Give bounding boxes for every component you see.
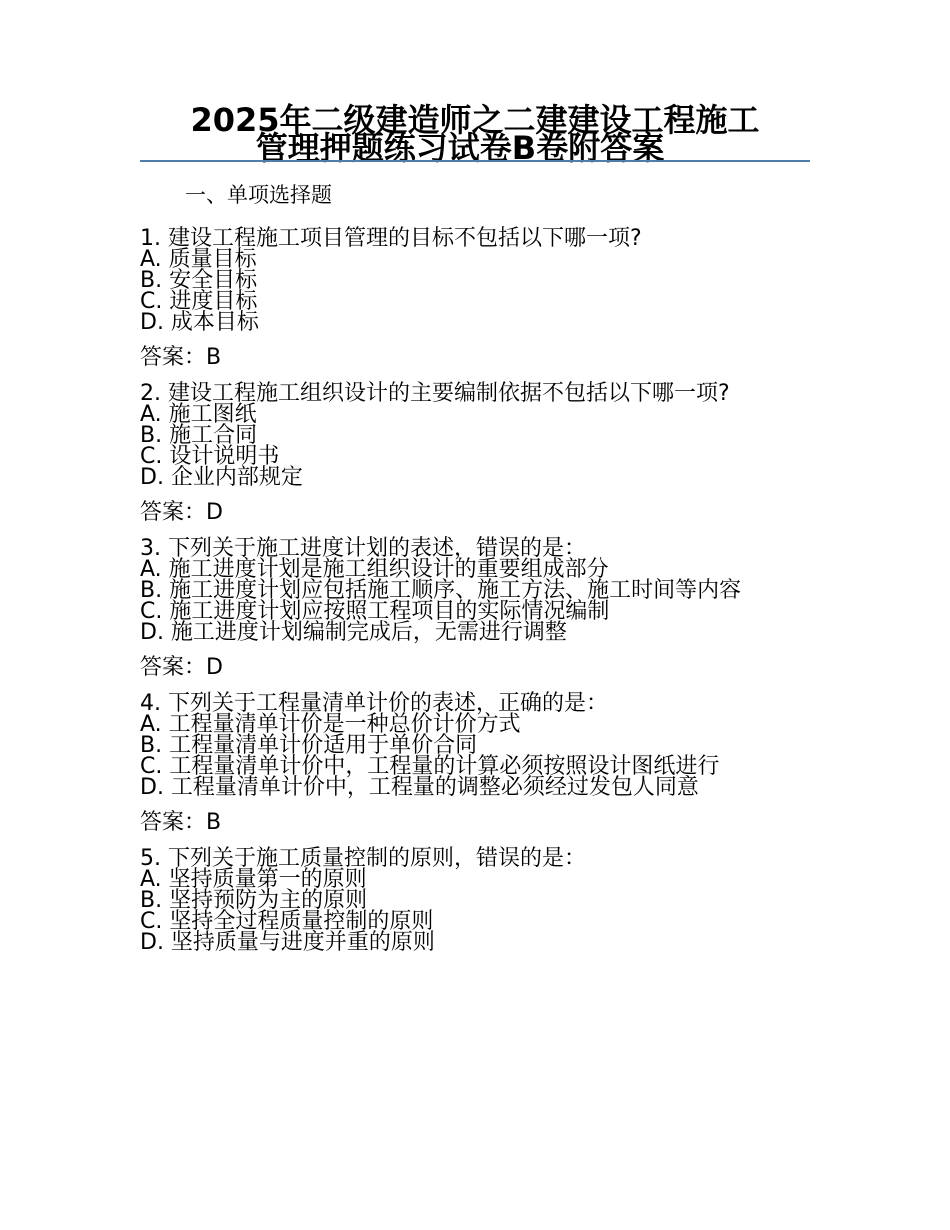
document-title-line-1: 2025年二级建造师之二建建设工程施工 (190, 101, 760, 139)
option-d: D. 坚持质量与进度并重的原则 (140, 930, 435, 955)
document-title-line-2: 管理押题练习试卷B卷附答案 (255, 129, 665, 167)
option-a: A. 施工图纸 (140, 402, 257, 427)
option-c: C. 工程量清单计价中，工程量的计算必须按照设计图纸进行 (140, 754, 720, 779)
option-a: A. 施工进度计划是施工组织设计的重要组成部分 (140, 557, 609, 582)
option-c: C. 进度目标 (140, 289, 258, 314)
option-b: B. 安全目标 (140, 268, 258, 293)
question-text: 4. 下列关于工程量清单计价的表述，正确的是： (140, 691, 608, 716)
answer: 答案：B (140, 345, 222, 370)
question-text: 2. 建设工程施工组织设计的主要编制依据不包括以下哪一项? (140, 381, 730, 406)
option-d: D. 成本目标 (140, 310, 259, 335)
document-title (140, 101, 810, 167)
option-a: A. 坚持质量第一的原则 (140, 867, 367, 892)
option-d: D. 企业内部规定 (140, 465, 303, 490)
option-a: A. 工程量清单计价是一种总价计价方式 (140, 712, 521, 737)
question-1 (140, 228, 810, 333)
option-b: B. 工程量清单计价适用于单价合同 (140, 733, 478, 758)
question-text: 5. 下列关于施工质量控制的原则，错误的是： (140, 846, 586, 871)
title-divider (140, 160, 810, 162)
question-4 (140, 693, 810, 798)
option-d: D. 施工进度计划编制完成后，无需进行调整 (140, 620, 567, 645)
option-c: C. 坚持全过程质量控制的原则 (140, 909, 434, 934)
option-a: A. 质量目标 (140, 247, 257, 272)
option-b: B. 施工进度计划应包括施工顺序、施工方法、施工时间等内容 (140, 578, 742, 603)
answer: 答案：D (140, 500, 223, 525)
option-c: C. 施工进度计划应按照工程项目的实际情况编制 (140, 599, 610, 624)
question-text: 1. 建设工程施工项目管理的目标不包括以下哪一项? (140, 226, 642, 251)
answer: 答案：B (140, 810, 222, 835)
question-5 (140, 848, 810, 953)
question-text: 3. 下列关于施工进度计划的表述，错误的是： (140, 536, 586, 561)
question-list (140, 228, 810, 965)
question-3 (140, 538, 810, 643)
section-heading: 一、单项选择题 (185, 183, 332, 207)
option-b: B. 坚持预防为主的原则 (140, 888, 368, 913)
question-2 (140, 383, 810, 488)
option-c: C. 设计说明书 (140, 444, 280, 469)
option-b: B. 施工合同 (140, 423, 258, 448)
answer: 答案：D (140, 655, 223, 680)
option-d: D. 工程量清单计价中，工程量的调整必须经过发包人同意 (140, 775, 699, 800)
